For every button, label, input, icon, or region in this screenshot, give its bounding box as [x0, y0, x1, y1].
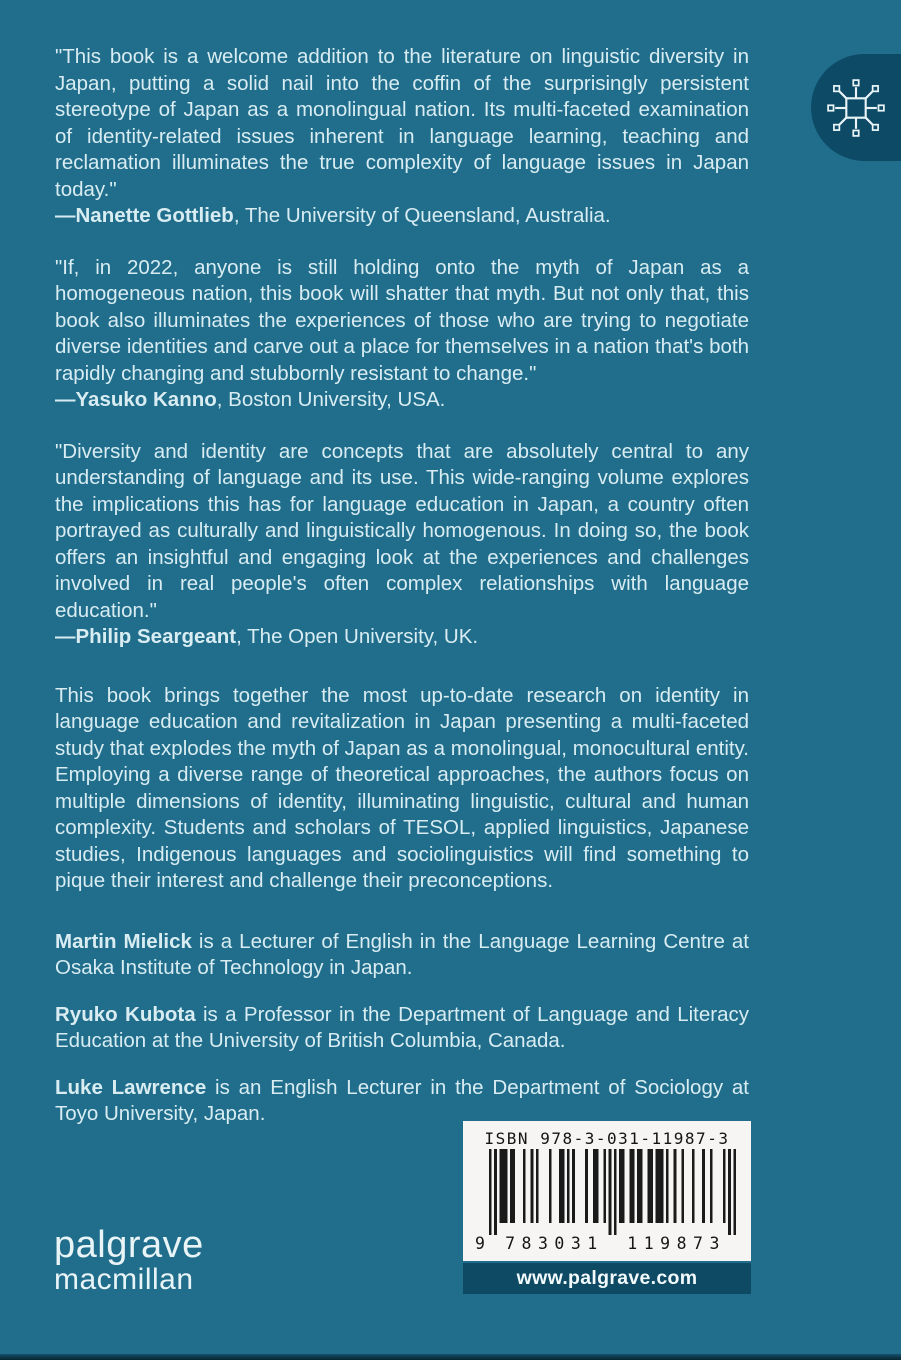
quote-attribution	[55, 387, 749, 414]
quote-attribution	[55, 624, 749, 651]
quote-text: "Diversity and identity are concepts that are absolutely central to any understanding of language and its use. This wide-ranging volume explores the implications this has for language education in Japan, a country often portrayed as culturally and linguistically homogenous. In doing so, the book offers an insightful and engaging look at the experiences and challenges involved in real people's often complex relationships with language education."	[55, 439, 749, 622]
quote-source-name: —Philip Seargeant	[55, 625, 237, 648]
quote-attribution	[55, 203, 749, 230]
author-bio-1	[55, 929, 749, 982]
palgrave-series-badge	[811, 54, 901, 161]
publisher-name-palgrave: palgrave	[54, 1224, 204, 1266]
endorsement-quote-2	[55, 255, 749, 414]
publisher-website: www.palgrave.com	[516, 1267, 698, 1289]
quote-source-name: —Yasuko Kanno	[55, 388, 217, 411]
publisher-logo	[54, 1224, 204, 1296]
author-bio-3	[55, 1075, 749, 1128]
isbn-label: ISBN 978-3-031-11987-3	[484, 1129, 730, 1148]
ean13-barcode-image	[473, 1149, 741, 1253]
author-bio-detail: is a Professor in the Department of Language and Literacy Education at the University of British Columbia, Canada.	[55, 1002, 750, 1052]
back-cover-text	[55, 44, 749, 1128]
endorsement-quote-3	[55, 439, 749, 651]
author-bio-2	[55, 1002, 749, 1055]
quote-source-detail: , The University of Queensland, Australia.	[233, 204, 611, 227]
isbn-barcode	[463, 1121, 751, 1261]
svg-text:783031: 783031	[505, 1234, 604, 1253]
quote-text: "If, in 2022, anyone is still holding onto the myth of Japan as a homogeneous nation, this book will shatter that myth. But not only that, this book also illuminates the experiences of those who are trying to negotiate diverse identities and carve out a place for themselves in a nation that's both rapidly changing and stubbornly resistant to change."	[55, 255, 749, 385]
book-description: This book brings together the most up-to-date research on identity in language education and revitalization in Japan presenting a multi-faceted study that explodes the myth of Japan as a monolingual, monocultural entity. Employing a diverse range of theoretical approaches, the authors focus on multiple dimensions of identity, illuminating linguistic, cultural and human complexity. Students and scholars of TESOL, applied linguistics, Japanese studies, Indigenous languages and sociolinguistics will find something to pique their interest and challenge their preconceptions.	[55, 683, 749, 892]
author-name: Martin Mielick	[55, 929, 192, 953]
publisher-name-macmillan: macmillan	[54, 1263, 194, 1296]
publisher-website-band	[463, 1263, 751, 1294]
svg-text:9: 9	[475, 1234, 485, 1253]
quote-source-detail: , The Open University, UK.	[236, 625, 479, 648]
svg-text:119873: 119873	[627, 1234, 726, 1253]
author-bio-detail: is an English Lecturer in the Department of Sociology at Toyo University, Japan.	[55, 1075, 749, 1125]
author-name: Luke Lawrence	[55, 1075, 207, 1099]
cover-bottom-edge	[0, 1354, 901, 1360]
endorsement-quote-1	[55, 44, 749, 230]
author-bio-detail: is a Lecturer of English in the Language Learning Centre at Osaka Institute of Technology in Japan.	[55, 929, 749, 979]
quote-text: "This book is a welcome addition to the literature on linguistic diversity in Japan, putting a solid nail into the coffin of the surprisingly persistent stereotype of Japan as a monolingual nation. Its multi-faceted examination of identity-related issues inherent in language learning, teaching and reclamation illuminates the true complexity of language issues in Japan today."	[55, 45, 749, 201]
quote-source-detail: , Boston University, USA.	[216, 388, 446, 411]
author-name: Ryuko Kubota	[55, 1002, 196, 1026]
barcode-area	[463, 1121, 751, 1294]
network-node-icon	[825, 77, 887, 139]
quote-source-name: —Nanette Gottlieb	[55, 204, 234, 227]
